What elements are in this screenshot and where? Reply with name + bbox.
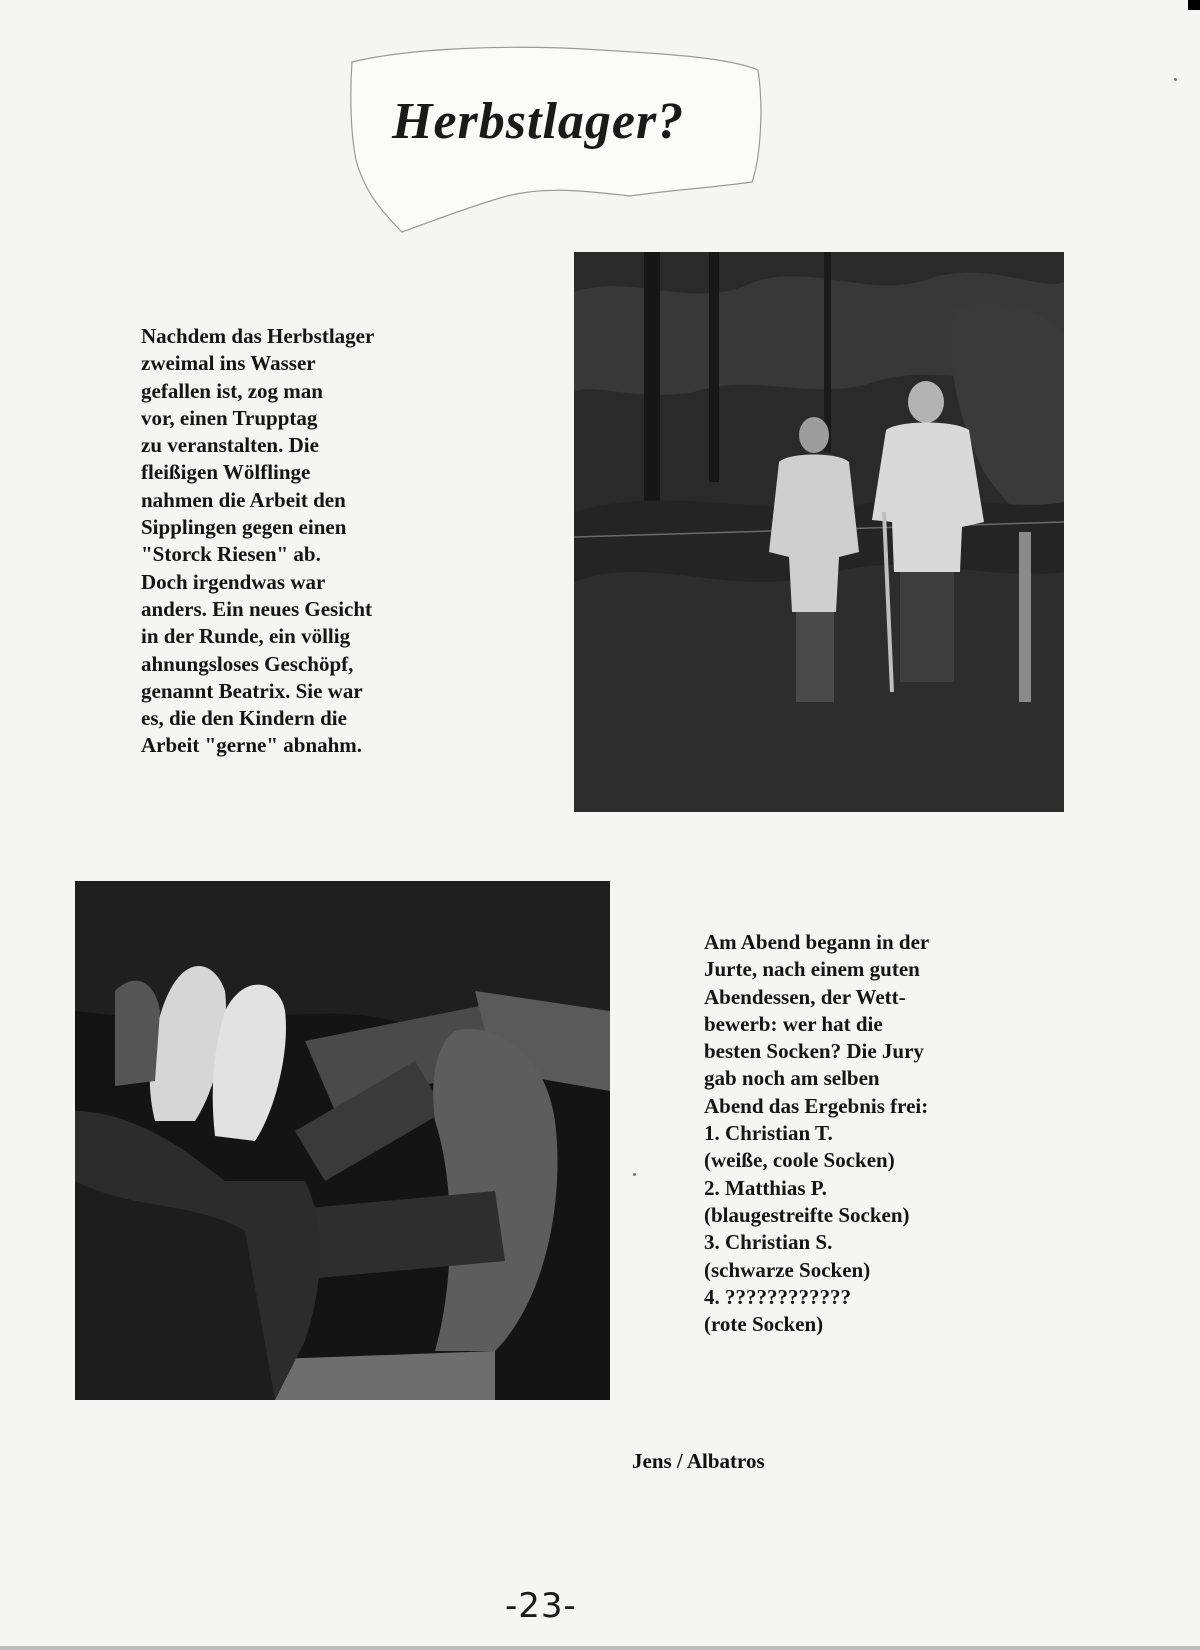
intro-line: fleißigen Wölflinge	[141, 460, 311, 485]
results-line: (blaugestreifte Socken)	[704, 1202, 910, 1227]
photo-two-people-in-forest	[574, 252, 1064, 812]
title-paper-cutout	[350, 40, 770, 240]
results-line: (rote Socken)	[704, 1312, 824, 1337]
intro-line: Arbeit "gerne" abnahm.	[141, 733, 363, 758]
author-signature: Jens / Albatros	[632, 1449, 765, 1473]
results-line: 1. Christian T.	[704, 1121, 833, 1146]
photo-socks-by-fire	[75, 881, 610, 1400]
results-line: Abend das Ergebnis frei:	[704, 1093, 929, 1118]
intro-line: anders. Ein neues Gesicht	[141, 596, 373, 621]
scan-speck	[1174, 78, 1177, 81]
scan-edge-mark	[1188, 0, 1200, 10]
intro-line: nahmen die Arbeit den	[141, 487, 346, 512]
results-line: besten Socken? Die Jury	[704, 1039, 924, 1064]
results-paragraph	[704, 929, 1004, 1338]
results-line: (weiße, coole Socken)	[704, 1148, 895, 1173]
intro-paragraph	[141, 323, 441, 760]
intro-line: Sipplingen gegen einen	[141, 515, 347, 540]
results-line: Am Abend begann in der	[704, 930, 930, 954]
results-line: Jurte, nach einem guten	[704, 957, 920, 982]
intro-line: vor, einen Trupptag	[141, 405, 318, 430]
intro-line: Doch irgendwas war	[141, 569, 326, 594]
intro-line: zu veranstalten. Die	[141, 433, 319, 458]
intro-line: es, die den Kindern die	[141, 706, 347, 731]
results-line: bewerb: wer hat die	[704, 1011, 883, 1036]
results-line: Abendessen, der Wett-	[704, 984, 906, 1009]
intro-line: ahnungsloses Geschöpf,	[141, 651, 354, 676]
intro-line: gefallen ist, zog man	[141, 378, 323, 403]
intro-line: "Storck Riesen" ab.	[141, 542, 321, 567]
intro-line: Nachdem das Herbstlager	[141, 324, 375, 348]
results-line: 2. Matthias P.	[704, 1175, 827, 1200]
page-number: -23-	[505, 1586, 577, 1626]
intro-line: genannt Beatrix. Sie war	[141, 678, 363, 703]
scan-bottom-edge	[0, 1646, 1200, 1650]
page-title: Herbstlager?	[392, 93, 685, 150]
results-line: (schwarze Socken)	[704, 1257, 871, 1282]
scan-speck	[633, 1173, 636, 1176]
intro-line: zweimal ins Wasser	[141, 351, 316, 376]
results-line: 3. Christian S.	[704, 1230, 833, 1255]
results-line: gab noch am selben	[704, 1066, 880, 1091]
intro-line: in der Runde, ein völlig	[141, 624, 351, 649]
results-line: 4. ????????????	[704, 1284, 851, 1309]
